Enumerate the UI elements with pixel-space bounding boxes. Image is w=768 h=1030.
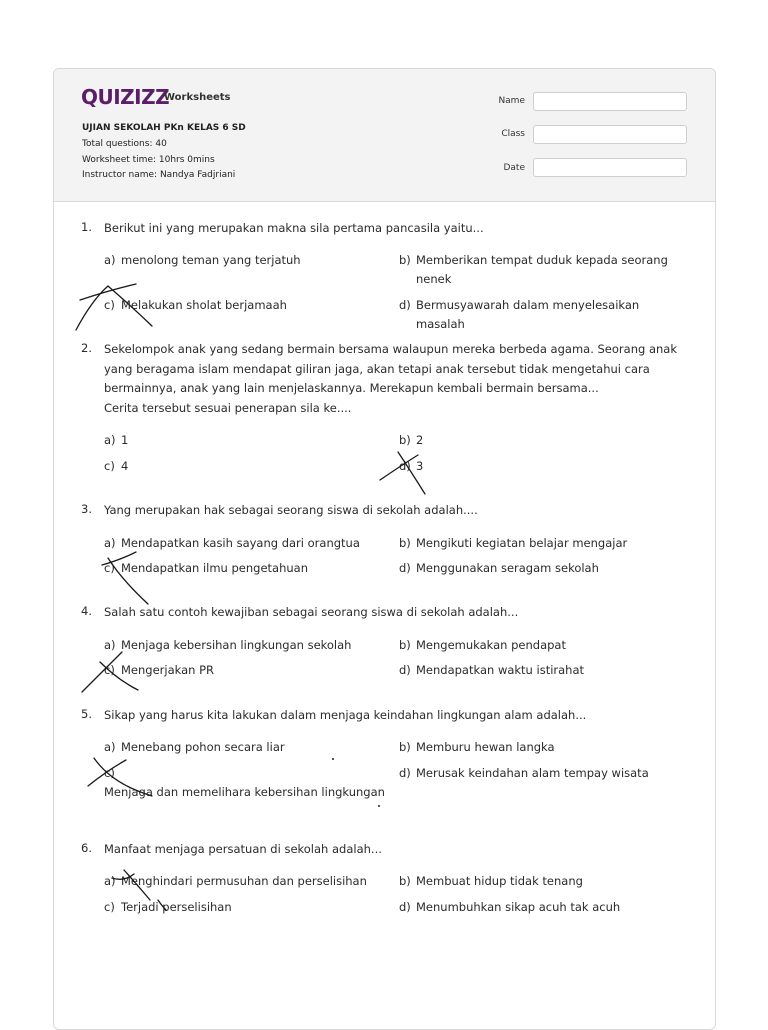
option-d[interactable] [399, 764, 689, 783]
option-text: Membuat hidup tidak tenang [416, 874, 583, 888]
option-label: c) [104, 561, 115, 575]
option-text: Menggunakan seragam sekolah [416, 561, 599, 575]
question-number: 3. [81, 502, 92, 516]
question-text: Manfaat menjaga persatuan di sekolah adalah... [104, 842, 382, 856]
option-d[interactable] [399, 661, 689, 680]
question-number: 2. [81, 341, 92, 355]
worksheet-header [54, 69, 715, 202]
option-label: b) [399, 874, 411, 888]
option-label: d) [399, 561, 411, 575]
option-text: Menghindari permusuhan dan perselisihan [121, 874, 367, 888]
option-a[interactable] [104, 251, 392, 270]
option-label: b) [399, 740, 411, 754]
question-subtext: Cerita tersebut sesuai penerapan sila ke.... [104, 401, 352, 415]
option-label: d) [399, 459, 411, 473]
option-text: Mendapatkan waktu istirahat [416, 663, 585, 677]
option-c[interactable] [104, 764, 392, 802]
option-d[interactable] [399, 296, 689, 334]
option-text: 4 [121, 459, 129, 473]
option-label: d) [399, 766, 411, 780]
worksheet-title: UJIAN SEKOLAH PKn KELAS 6 SD [82, 123, 246, 133]
worksheet-time: Worksheet time: 10hrs 0mins [82, 155, 215, 165]
option-label: b) [399, 253, 411, 267]
logo-subtitle: Worksheets [164, 92, 231, 103]
option-text: Bermusyawarah dalam menyelesaikan masalah [416, 298, 640, 331]
question-number: 4. [81, 604, 92, 618]
stray-dot [378, 805, 380, 807]
question-text: Sikap yang harus kita lakukan dalam menjaga keindahan lingkungan alam adalah... [104, 708, 587, 722]
question-text: Berikut ini yang merupakan makna sila pertama pancasila yaitu... [104, 221, 484, 235]
date-label: Date [503, 163, 525, 173]
question-number: 6. [81, 841, 92, 855]
option-text: Memburu hewan langka [416, 740, 555, 754]
option-text: 3 [416, 459, 424, 473]
option-text: Merusak keindahan alam tempay wisata [416, 766, 649, 780]
option-b[interactable] [399, 251, 689, 289]
option-text: Melakukan sholat berjamaah [121, 298, 287, 312]
option-label: a) [104, 433, 116, 447]
date-field[interactable] [533, 158, 687, 177]
class-field[interactable] [533, 125, 687, 144]
question-text: Yang merupakan hak sebagai seorang siswa di sekolah adalah.... [104, 503, 478, 517]
name-label: Name [498, 96, 525, 106]
option-text: menolong teman yang terjatuh [121, 253, 301, 267]
option-c[interactable] [104, 457, 392, 476]
option-b[interactable] [399, 534, 689, 553]
option-label: a) [104, 253, 116, 267]
option-text: Menjaga kebersihan lingkungan sekolah [121, 638, 352, 652]
option-a[interactable] [104, 431, 392, 450]
option-text: Mendapatkan ilmu pengetahuan [121, 561, 308, 575]
option-label: a) [104, 536, 116, 550]
option-d[interactable] [399, 559, 689, 578]
quizizz-logo: QUIZIZZ [81, 85, 170, 109]
option-label: b) [399, 638, 411, 652]
option-text: 1 [121, 433, 129, 447]
question-number: 1. [81, 220, 92, 234]
option-a[interactable] [104, 872, 392, 891]
option-b[interactable] [399, 431, 689, 450]
option-text: Menumbuhkan sikap acuh tak acuh [416, 900, 621, 914]
option-c[interactable] [104, 559, 392, 578]
option-label: a) [104, 874, 116, 888]
option-label: c) [104, 663, 115, 677]
option-label: b) [399, 536, 411, 550]
option-d[interactable] [399, 898, 689, 917]
option-text: Mengerjakan PR [121, 663, 215, 677]
option-text: Menjaga dan memelihara kebersihan lingkungan [104, 785, 385, 799]
option-text: Menebang pohon secara liar [121, 740, 285, 754]
option-label: d) [399, 900, 411, 914]
question-text: Sekelompok anak yang sedang bermain bersama walaupun mereka berbeda agama. Seorang anak yang beragama islam mendapat giliran jaga, akan tetapi anak tersebut tidak mengetahui cara bermainnya, anak yang lain menjelaskannya. Merekapun kembali bermain bersama... [104, 342, 677, 395]
option-text: 2 [416, 433, 424, 447]
option-a[interactable] [104, 636, 392, 655]
option-d[interactable] [399, 457, 689, 476]
class-label: Class [501, 129, 525, 139]
option-b[interactable] [399, 636, 689, 655]
total-questions: Total questions: 40 [82, 139, 167, 149]
option-label: c) [104, 298, 115, 312]
option-b[interactable] [399, 738, 689, 757]
option-label: b) [399, 433, 411, 447]
option-a[interactable] [104, 738, 392, 757]
question-number: 5. [81, 707, 92, 721]
option-text: Mengikuti kegiatan belajar mengajar [416, 536, 628, 550]
option-c[interactable] [104, 296, 392, 315]
option-label: a) [104, 638, 116, 652]
option-label: d) [399, 298, 411, 312]
option-text: Memberikan tempat duduk kepada seorang nenek [416, 253, 668, 286]
option-label: d) [399, 663, 411, 677]
option-label: c) [104, 766, 115, 780]
name-field[interactable] [533, 92, 687, 111]
option-text: Mengemukakan pendapat [416, 638, 566, 652]
option-text: Mendapatkan kasih sayang dari orangtua [121, 536, 360, 550]
option-b[interactable] [399, 872, 689, 891]
option-c[interactable] [104, 898, 392, 917]
option-label: a) [104, 740, 116, 754]
option-label: c) [104, 459, 115, 473]
question-text: Salah satu contoh kewajiban sebagai seorang siswa di sekolah adalah... [104, 605, 519, 619]
instructor-name: Instructor name: Nandya Fadjriani [82, 170, 236, 180]
option-text: Terjadi perselisihan [121, 900, 232, 914]
option-label: c) [104, 900, 115, 914]
option-a[interactable] [104, 534, 392, 553]
stray-dot [332, 758, 334, 760]
option-c[interactable] [104, 661, 392, 680]
